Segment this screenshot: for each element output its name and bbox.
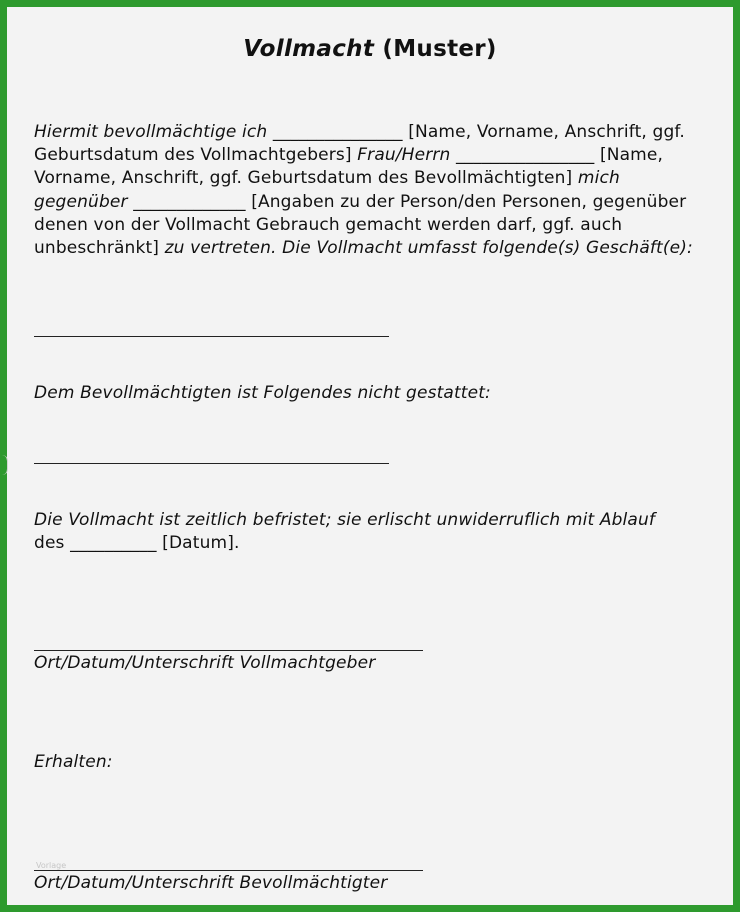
para3-seg1: Die Vollmacht ist zeitlich befristet; sie erlischt unwiderruflich mit Ablauf <box>34 510 656 530</box>
signature-line-grantor[interactable] <box>34 650 423 651</box>
para1-seg6: _____________ [Angaben zu der Person/den Personen, gegenüber denen von der Vollmacht Gebrauch gemacht werden darf, ggf. auch unbeschränkt] <box>34 191 687 259</box>
signature-label-grantor: Ort/Datum/Unterschrift Vollmachtgeber <box>34 653 376 673</box>
para3-seg2: des __________ [Datum]. <box>34 533 240 554</box>
para1-seg4: ________________ [Name, Vorname, Anschrift, ggf. Geburtsdatum des Bevollmächtigten] <box>34 145 664 189</box>
signature-line-agent[interactable] <box>34 870 423 871</box>
received-label: Erhalten: <box>34 752 113 772</box>
term-paragraph <box>34 509 714 555</box>
restriction-blank-line[interactable] <box>34 463 389 464</box>
title-rest: (Muster) <box>374 36 497 62</box>
restriction-paragraph: Dem Bevollmächtigten ist Folgendes nicht gestattet: <box>34 383 491 403</box>
business-blank-line[interactable] <box>34 336 389 337</box>
para1-seg2: _______________ [Name, Vorname, Anschrift, ggf. Geburtsdatum des Vollmachtgebers] <box>34 122 685 166</box>
para1-seg1: Hiermit bevollmächtige ich <box>34 122 268 142</box>
authorization-paragraph <box>34 121 714 260</box>
watermark-text: Vorlage <box>36 861 67 870</box>
title-italic: Vollmacht <box>243 36 375 62</box>
para1-seg3: Frau/Herrn <box>357 145 451 166</box>
signature-label-agent: Ort/Datum/Unterschrift Bevollmächtigter <box>34 873 388 893</box>
para1-seg5: mich gegenüber <box>34 168 620 212</box>
para1-seg7: zu vertreten. Die Vollmacht umfasst folgende(s) Geschäft(e): <box>164 238 693 259</box>
document-title <box>0 36 740 62</box>
